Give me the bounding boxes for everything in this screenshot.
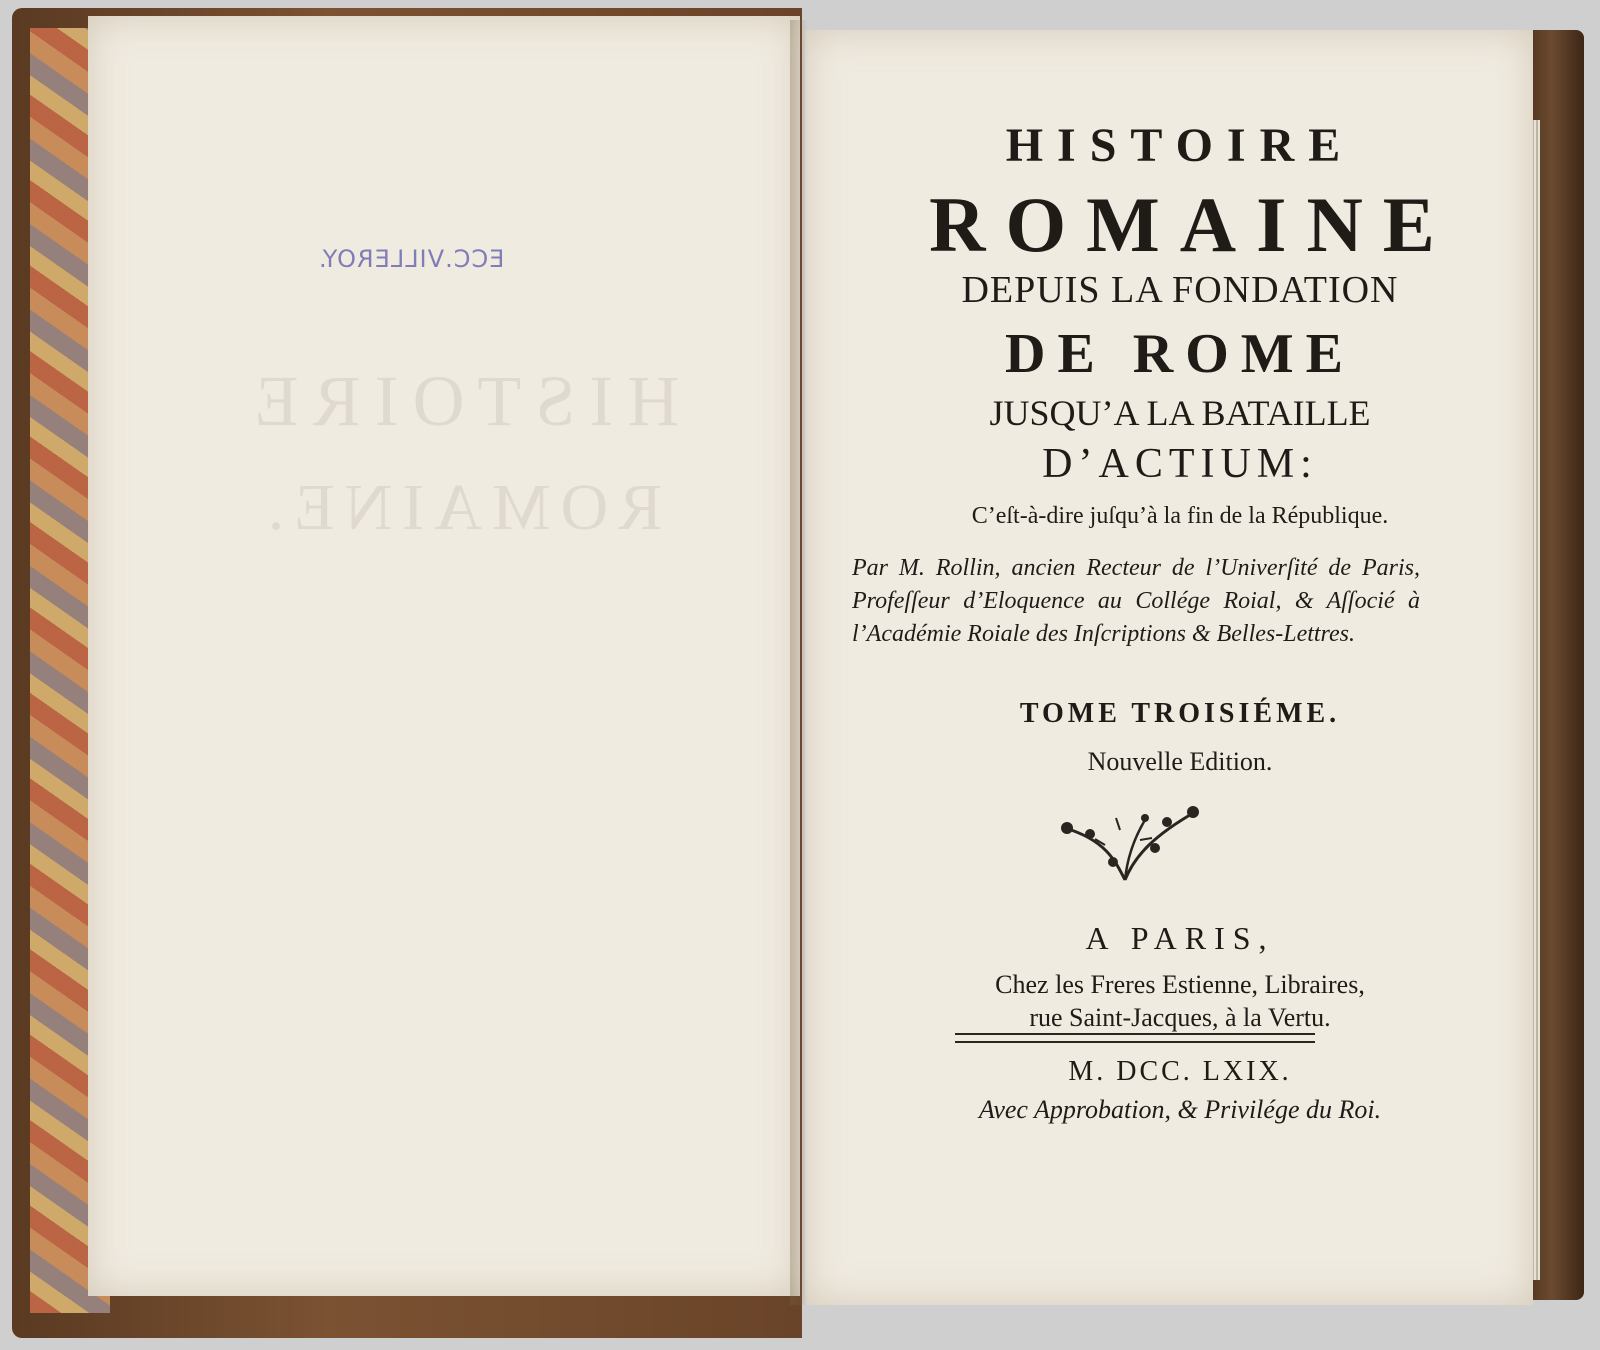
volume-label: TOME TROISIÉME. xyxy=(1019,698,1341,729)
title-line-fondation: DEPUIS LA FONDATION xyxy=(961,269,1399,311)
title-line-bataille: JUSQU’A LA BATAILLE xyxy=(989,393,1371,433)
imprint-place: A PARIS, xyxy=(1085,920,1275,956)
title-line-rome: DE ROME xyxy=(1005,323,1355,385)
floral-ornament-icon xyxy=(1045,800,1205,890)
library-stamp: ECC.VILLEROY. xyxy=(318,245,505,273)
subtitle: C’eſt-à-dire juſqu’à la fin de la République. xyxy=(971,503,1389,529)
left-page xyxy=(88,16,800,1296)
imprint-publisher: Chez les Freres Estienne, Libraires, xyxy=(995,970,1365,999)
edition-label: Nouvelle Edition. xyxy=(1087,747,1273,776)
title-line-histoire: HISTOIRE xyxy=(1005,119,1355,172)
privilege-line: Avec Approbation, & Privilége du Roi. xyxy=(978,1095,1382,1124)
bleed-through-line: ROMAINE. xyxy=(257,471,663,544)
gutter-shadow xyxy=(790,20,820,1305)
imprint-year: M. DCC. LXIX. xyxy=(1068,1056,1292,1087)
bleed-through-line: HISTOIRE xyxy=(240,361,680,441)
imprint-address: rue Saint-Jacques, à la Vertu. xyxy=(1029,1003,1331,1032)
title-line-actium: D’ACTIUM: xyxy=(1042,441,1318,487)
author-statement: Par M. Rollin, ancien Recteur de l’Univerſité de Paris, Profeſſeur d’Eloquence au Collége Roial, & Aſſocié à l’Académie Roiale des Inſcriptions & Belles-Lettres. xyxy=(852,555,1420,647)
double-rule xyxy=(955,1033,1315,1043)
title-line-romaine: ROMAINE xyxy=(929,181,1455,268)
